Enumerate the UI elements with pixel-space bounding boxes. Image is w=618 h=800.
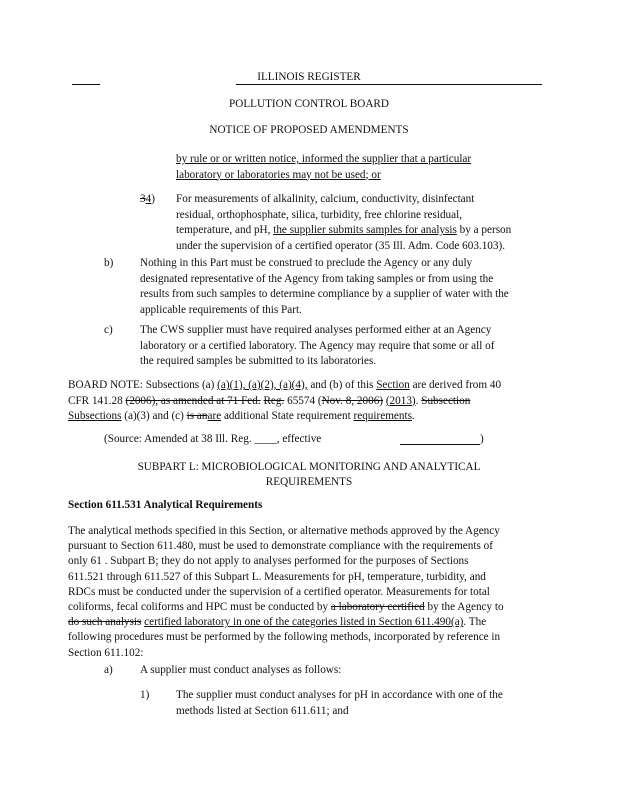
- bn-1b: (a)(1), (a)(2), (a)(4),: [217, 379, 308, 391]
- item-a-label: a): [104, 664, 113, 676]
- body-paragraph: [68, 524, 504, 661]
- para-c-text: [140, 323, 494, 370]
- bn-3c: is an: [186, 410, 208, 422]
- body-line-5: RDCs must be conducted under the supervision of a certified operator. Measurements for total: [68, 585, 490, 598]
- item4-line-3b: the supplier submits samples for analysis: [273, 224, 457, 236]
- body-line-2: pursuant to Section 611.480, must be used to demonstrate compliance with the requirements of: [68, 540, 493, 553]
- bn-1d: Section: [376, 379, 410, 391]
- bn-3e: additional State requirement: [221, 410, 354, 422]
- body-line-9: Section 611.102:: [68, 646, 144, 659]
- item-a1-label: 1): [140, 689, 150, 701]
- item-a1-line-2: methods listed at Section 611.611; and: [176, 704, 349, 717]
- section-title: Section 611.531 Analytical Requirements: [68, 499, 263, 511]
- item4-label: [140, 192, 155, 208]
- para-b-line-2: designated representative of the Agency from taking samples or from using the: [140, 272, 494, 285]
- body-6b: a laboratory certified: [330, 601, 425, 614]
- para-b-line-1: Nothing in this Part must be construed to preclude the Agency or any duly: [140, 257, 473, 269]
- bn-2b: (2006), as amended at 71 Fed.: [125, 394, 261, 407]
- bn-3f: requirements: [353, 410, 412, 422]
- bn-3a: Subsections: [68, 410, 122, 422]
- body-line-7: [68, 615, 504, 630]
- subpart-heading-2: REQUIREMENTS: [265, 476, 353, 488]
- board-name: POLLUTION CONTROL BOARD: [229, 98, 389, 110]
- item4-line-3: [176, 223, 511, 239]
- continuation-text: [176, 152, 471, 183]
- item-a-text: A supplier must conduct analyses as follows:: [140, 664, 342, 676]
- source-date-blank: [400, 444, 480, 445]
- body-line-8: following procedures must be performed by the following methods, incorporated by reference in: [68, 631, 501, 644]
- bn-1e: are derived from 40: [409, 379, 502, 391]
- item4-label-old: 3: [140, 193, 146, 205]
- bn-2j: Subsection: [421, 394, 471, 407]
- para-b-line-4: applicable requirements of this Part.: [140, 303, 302, 316]
- item4-line-4: under the supervision of a certified operator (35 Ill. Adm. Code 603.103).: [176, 239, 506, 252]
- item4-text: [176, 192, 511, 254]
- register-title: ILLINOIS REGISTER: [257, 71, 361, 83]
- bn-3b: (a)(3) and (c): [121, 410, 187, 422]
- item4-line-3a: temperature, and pH,: [176, 224, 274, 236]
- body-line-3: only 61 . Subpart B; they do not apply to analyses performed for the purposes of Sections: [68, 555, 469, 568]
- item4-line-2: residual, orthophosphate, silica, turbidity, free chlorine residual,: [176, 208, 463, 221]
- para-b-line-3: results from such samples to determine compliance by a supplier of water with the: [140, 288, 509, 300]
- bn-2h: (2013): [385, 394, 416, 407]
- bn-1c: and (b) of this: [307, 379, 377, 391]
- para-b-text: [140, 256, 509, 318]
- bn-2f: Nov. 8, 2006): [321, 394, 384, 407]
- notice-title: NOTICE OF PROPOSED AMENDMENTS: [209, 124, 409, 136]
- continuation-line-2: laboratory or laboratories may not be used; or: [176, 168, 381, 181]
- body-6c: by the Agency to: [424, 601, 504, 614]
- subpart-heading-1: SUBPART L: MICROBIOLOGICAL MONITORING AND ANALYTICAL: [137, 461, 481, 473]
- bn-2a: CFR 141.28: [68, 394, 126, 407]
- body-6a: coliforms, fecal coliforms and HPC must be conducted by: [68, 601, 331, 614]
- continuation-line-1: by rule or or written notice, informed the supplier that a particular: [176, 153, 472, 165]
- source-note: (Source: Amended at 38 Ill. Reg. ____, effective: [104, 433, 322, 445]
- body-line-6: [68, 600, 504, 615]
- bn-2d: Reg.: [263, 394, 285, 407]
- para-c-line-3: the required samples be submitted to its laboratories.: [140, 355, 377, 367]
- body-line-4: 611.521 through 611.527 of this Subpart L. Measurements for pH, temperature, turbidity, and: [68, 570, 486, 583]
- para-c-line-1: The CWS supplier must have required analyses performed either at an Agency: [140, 324, 492, 336]
- para-c-line-2: laboratory or a certified laboratory. The Agency may require that some or all of: [140, 339, 495, 352]
- body-line-1: The analytical methods specified in this Section, or alternative methods approved by the Agency: [68, 525, 500, 537]
- item4-line-3c: by a person: [456, 224, 512, 236]
- body-7d: . The: [463, 616, 487, 629]
- item4-line-1: For measurements of alkalinity, calcium, conductivity, disinfectant: [176, 193, 475, 205]
- para-c-label: c): [104, 324, 113, 336]
- body-7a: do such analysis: [68, 616, 142, 629]
- item4-label-close: ): [151, 193, 155, 205]
- item-a1-text: [176, 688, 503, 719]
- bn-2e: 65574 (: [284, 394, 322, 407]
- source-close: ): [480, 433, 484, 445]
- board-note-line-3: [68, 409, 501, 425]
- para-b-label: b): [104, 257, 114, 269]
- item-a1-line-1: The supplier must conduct analyses for pH in accordance with one of the: [176, 689, 503, 701]
- board-note-line-1: [68, 378, 501, 394]
- bn-2i: .: [415, 394, 422, 407]
- body-7c: certified laboratory in one of the categories listed in Section 611.490(a): [144, 616, 464, 629]
- bn-3g: .: [411, 410, 415, 422]
- board-note: [68, 378, 501, 425]
- item4-label-new: 4: [145, 193, 152, 205]
- bn-3d: are: [207, 410, 222, 422]
- board-note-line-2: [68, 394, 501, 410]
- bn-1a: BOARD NOTE: Subsections (a): [68, 379, 218, 391]
